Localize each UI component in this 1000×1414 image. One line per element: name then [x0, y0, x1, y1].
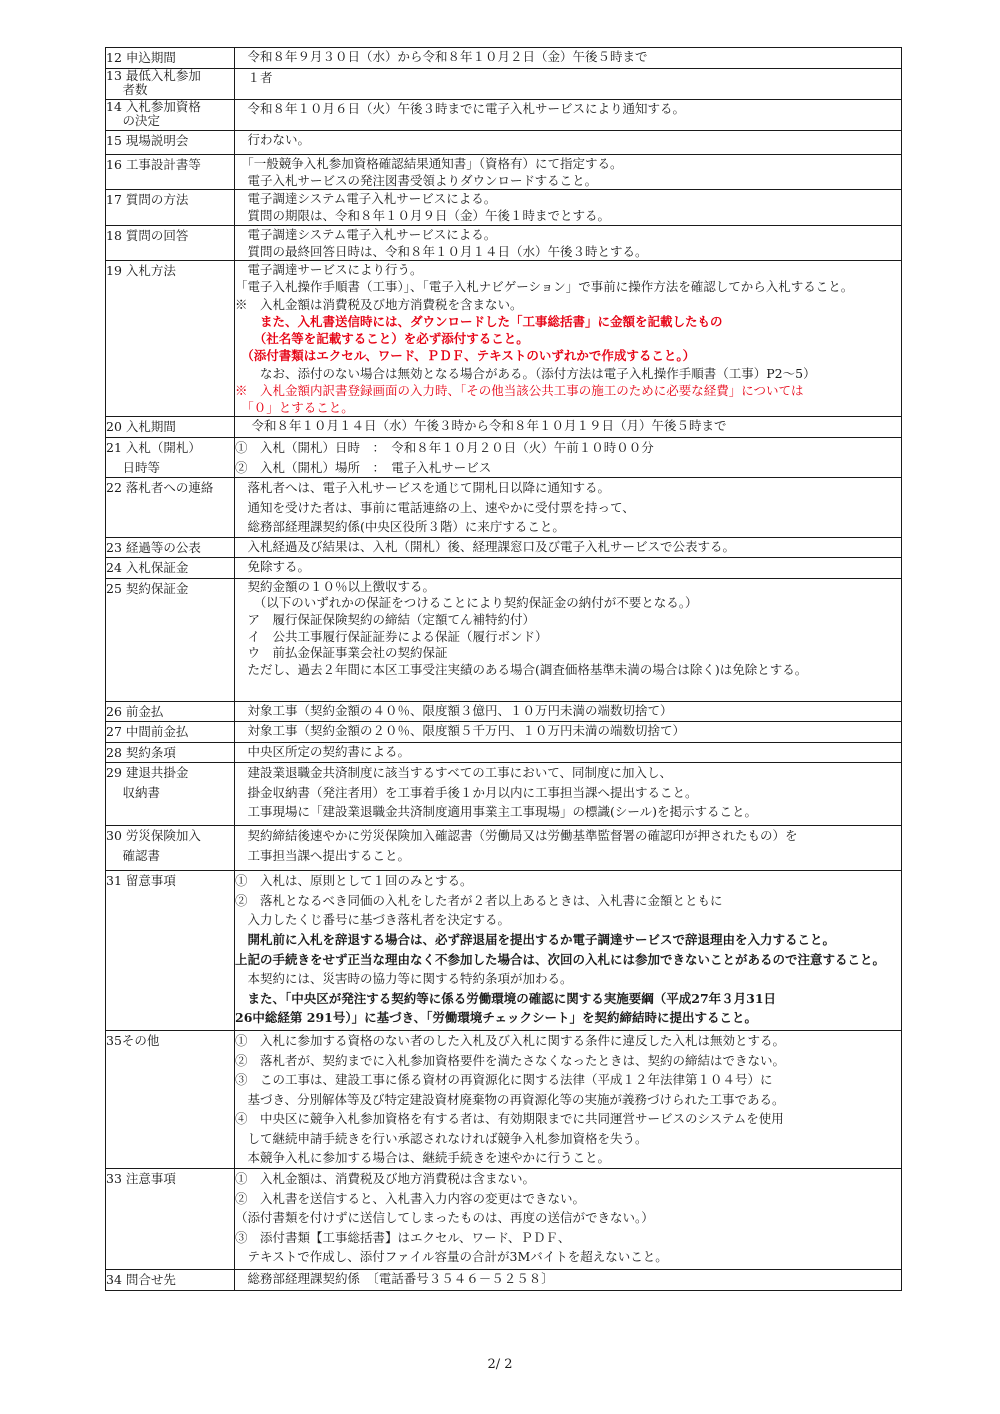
table-row: [106, 722, 902, 743]
row-value-line: 令和８年１０月６日（火）午後３時までに電子入札サービスにより通知する。: [235, 100, 686, 116]
row-value-line: （添付書類はエクセル、ワード、ＰＤＦ、テキストのいずれかで作成すること。）: [235, 348, 696, 364]
row-label: [106, 537, 235, 558]
table-row: [106, 154, 902, 190]
row-value-line: ※ 入札金額は消費税及び地方消費税を含まない。: [235, 296, 523, 312]
row-value: [235, 1270, 902, 1291]
row-value-line: 対象工事（契約金額の４０％、限度額３億円、１０万円未満の端数切捨て）: [235, 702, 673, 718]
page-number: 2/ 2: [487, 1357, 513, 1372]
table-row: [106, 68, 902, 99]
row-value-line: 令和８年９月３０日（水）から令和８年１０月２日（金）午後５時まで: [235, 49, 648, 64]
table-row: [106, 1169, 902, 1270]
row-label-line: 確認書: [106, 847, 160, 863]
row-value-line: 「一般競争入札参加資格確認結果通知書」（資格有）にて指定する。: [235, 155, 623, 171]
row-value-line: 落札者へは、電子入札サービスを通じて開札日以降に通知する。: [235, 480, 611, 496]
row-value-line: 本競争入札に参加する場合は、継続手続きを速やかに行うこと。: [235, 1150, 611, 1166]
row-value-line: 「電子入札操作手順書（工事）」、「電子入札ナビゲーション」で事前に操作方法を確認してから入札すること。: [235, 279, 854, 295]
row-value-line: ③ この工事は、建設工事に係る資材の再資源化に関する法律（平成１２年法律第１０４号）に: [235, 1072, 773, 1088]
row-value: [235, 826, 902, 871]
table-row: [106, 48, 902, 69]
row-value: [235, 130, 902, 154]
row-label-line: 25 契約保証金: [106, 580, 189, 596]
row-label-line: 21 入札（開札）: [106, 440, 201, 456]
row-label-line: 29 建退共掛金: [106, 765, 189, 781]
row-value-line: 本契約には、災害時の協力等に関する特約条項が加わる。: [235, 971, 573, 987]
row-label-line: 24 入札保証金: [106, 560, 189, 576]
row-value: [235, 478, 902, 538]
row-label: [106, 701, 235, 722]
row-value: [235, 558, 902, 579]
row-value-line: ウ 前払金保証事業会社の契約保証: [235, 645, 448, 661]
row-value-line: 総務部経理課契約係(中央区役所３階）に来庁すること。: [235, 519, 565, 535]
row-value-line: 建設業退職金共済制度に該当するすべての工事において、同制度に加入し、: [235, 765, 673, 781]
row-value: [235, 48, 902, 69]
row-label-line: 20 入札期間: [106, 419, 176, 435]
row-label: [106, 154, 235, 190]
row-value: [235, 417, 902, 438]
row-value-line: １者: [235, 69, 273, 85]
row-value-line: 「０」とすること。: [235, 399, 354, 415]
row-label: [106, 225, 235, 261]
row-label: [106, 826, 235, 871]
row-value-line: 電子調達システム電子入札サービスによる。: [235, 191, 497, 207]
row-value-line: ③ 添付書類【工事総括書】はエクセル、ワード、ＰＤＦ、: [235, 1229, 571, 1245]
row-value: [235, 722, 902, 743]
table-row: [106, 478, 902, 538]
row-value-line: ア 履行保証保険契約の締結（定額てん補特約付）: [235, 611, 536, 627]
row-label-line: 22 落札者への連絡: [106, 480, 214, 496]
row-label: [106, 578, 235, 701]
row-label: [106, 130, 235, 154]
row-value-line: ④ 中央区に競争入札参加資格を有する者は、有効期限までに共同運営サービスのシステムを使用: [235, 1111, 784, 1127]
row-label: [106, 742, 235, 763]
row-value-line: 契約金額の１０％以上徴収する。: [235, 578, 436, 594]
row-label-line: 13 最低入札参加: [106, 67, 201, 83]
row-value: [235, 537, 902, 558]
row-label-line: 30 労災保険加入: [106, 828, 201, 844]
row-value: [235, 438, 902, 478]
table-row: [106, 537, 902, 558]
row-label-line: 26 前金払: [106, 703, 164, 719]
row-value-line: 電子入札サービスの発注図書受領よりダウンロードすること。: [235, 172, 598, 188]
row-value-line: また、「中央区が発注する契約等に係る労働環境の確認に関する実施要綱（平成27年３月31日: [235, 990, 777, 1006]
table-row: [106, 871, 902, 1031]
row-value: [235, 578, 902, 701]
row-value: [235, 763, 902, 826]
row-value-line: 令和８年１０月１４日（水）午後３時から令和８年１０月１９日（月）午後５時まで: [235, 418, 727, 434]
row-value-line: ② 落札者が、契約までに入札参加資格要件を満たさなくなったときは、契約の締結はできない。: [235, 1052, 786, 1068]
row-value-line: テキストで作成し、添付ファイル容量の合計が3Mバイトを超えないこと。: [235, 1249, 668, 1265]
table-row: [106, 558, 902, 579]
row-value-line: 工事現場に「建設業退職金共済制度適用事業主工事現場」の標識(シール)を掲示すること。: [235, 804, 758, 820]
table-row: [106, 417, 902, 438]
row-value: [235, 99, 902, 130]
row-label: [106, 48, 235, 69]
table-row: [106, 225, 902, 261]
row-label-line: 17 質問の方法: [106, 192, 189, 208]
table-row: [106, 1031, 902, 1169]
row-label-line: 28 契約条項: [106, 744, 176, 760]
row-label: [106, 871, 235, 1031]
conditions-table: [105, 47, 902, 1291]
table-row: [106, 826, 902, 871]
row-value: [235, 742, 902, 763]
row-value: [235, 701, 902, 722]
table-row: [106, 742, 902, 763]
row-label-line: 31 留意事項: [106, 873, 176, 889]
row-value: [235, 261, 902, 417]
row-value-line: 質問の最終回答日時は、令和８年１０月１４日（水）午後３時とする。: [235, 243, 648, 259]
row-value-line: ① 入札（開札）日時 ： 令和８年１０月２０日（火）午前１０時００分: [235, 440, 654, 456]
row-label-line: 33 注意事項: [106, 1171, 176, 1187]
row-value-line: ① 入札は、原則として１回のみとする。: [235, 873, 473, 889]
row-label-line: 16 工事設計書等: [106, 156, 201, 172]
table-row: [106, 190, 902, 226]
row-value-line: 基づき、分別解体等及び特定建設資材廃棄物の再資源化等の実施が義務づけられた工事である。: [235, 1091, 785, 1107]
row-value-line: ② 入札書を送信すると、入札書入力内容の変更はできない。: [235, 1190, 586, 1206]
row-value-line: ② 入札（開札）場所 ： 電子入札サービス: [235, 459, 492, 475]
row-label-line: 日時等: [106, 459, 160, 475]
row-value-line: （添付書類を付けずに送信してしまったものは、再度の送信ができない。）: [235, 1210, 654, 1226]
row-label-line: 18 質問の回答: [106, 227, 189, 243]
row-value-line: ② 落札となるべき同価の入札をした者が２者以上あるときは、入札書に金額とともに: [235, 892, 723, 908]
row-label-line: 14 入札参加資格: [106, 98, 201, 114]
row-value-line: イ 公共工事履行保証証券による保証（履行ボンド）: [235, 628, 548, 644]
row-label: [106, 99, 235, 130]
row-value-line: また、入札書送信時には、ダウンロードした「工事総括書」に金額を記載したもの: [235, 313, 723, 329]
table-row: [106, 1270, 902, 1291]
row-label: [106, 190, 235, 226]
row-label-line: 12 申込期間: [106, 50, 176, 65]
row-value-line: 質問の期限は、令和８年１０月９日（金）午後１時までとする。: [235, 208, 611, 224]
row-value-line: 中央区所定の契約書による。: [235, 743, 411, 759]
row-value: [235, 154, 902, 190]
row-value-line: 入力したくじ番号に基づき落札者を決定する。: [235, 912, 511, 928]
row-value-line: ① 入札金額は、消費税及び地方消費税は含まない。: [235, 1171, 536, 1187]
row-label: [106, 1169, 235, 1270]
row-value-line: 契約締結後速やかに労災保険加入確認書（労働局又は労働基準監督署の確認印が押されたもの）を: [235, 828, 798, 844]
row-label: [106, 1270, 235, 1291]
row-value: [235, 225, 902, 261]
row-value-line: 対象工事（契約金額の２０％、限度額５千万円、１０万円未満の端数切捨て）: [235, 723, 686, 739]
row-value-line: 電子調達システム電子入札サービスによる。: [235, 226, 497, 242]
table-row: [106, 763, 902, 826]
row-value: [235, 871, 902, 1031]
row-label-line: 23 経過等の公表: [106, 539, 201, 555]
row-label: [106, 478, 235, 538]
row-value-line: （社名等を記載すること）を必ず添付すること。: [235, 331, 529, 347]
table-row: [106, 130, 902, 154]
table-row: [106, 701, 902, 722]
row-value-line: 電子調達サービスにより行う。: [235, 262, 423, 278]
table-row: [106, 261, 902, 417]
row-value: [235, 1169, 902, 1270]
row-value-line: 工事担当課へ提出すること。: [235, 847, 411, 863]
row-value-line: ① 入札に参加する資格のない者のした入札及び入札に関する条件に違反した入札は無効とする。: [235, 1033, 786, 1049]
row-value-line: ただし、過去２年間に本区工事受注実績のある場合(調査価格基準未満の場合は除く)は免除とする。: [235, 661, 808, 677]
row-label: [106, 1031, 235, 1169]
row-label: [106, 722, 235, 743]
row-value-line: 行わない。: [235, 131, 311, 147]
row-value-line: 入札経過及び結果は、入札（開札）後、経理課窓口及び電子入札サービスで公表する。: [235, 538, 736, 554]
row-value-line: 開札前に入札を辞退する場合は、必ず辞退届を提出するか電子調達サービスで辞退理由を入力すること。: [235, 932, 836, 948]
row-label-line: 収納書: [106, 784, 160, 800]
row-label: [106, 558, 235, 579]
row-value-line: して継続申請手続きを行い承認されなければ競争入札参加資格を失う。: [235, 1130, 648, 1146]
row-value-line: 通知を受けた者は、事前に電話連絡の上、速やかに受付票を持って、: [235, 499, 635, 515]
table-row: [106, 578, 902, 701]
row-value-line: 掛金収納書（発注者用）を工事着手後１か月以内に工事担当課へ提出すること。: [235, 784, 698, 800]
row-label-line: 者数: [106, 81, 148, 97]
row-label-line: の決定: [106, 112, 160, 128]
row-label-line: 34 問合せ先: [106, 1272, 176, 1288]
row-label: [106, 763, 235, 826]
row-value-line: （以下のいずれかの保証をつけることにより契約保証金の納付が不要となる。）: [235, 595, 698, 611]
row-value-line: 上記の手続きをせず正当な理由なく不参加した場合は、次回の入札には参加できないことがあるので注意すること。: [235, 951, 886, 967]
row-value-line: 免除する。: [235, 559, 311, 575]
row-label-line: 35その他: [106, 1033, 160, 1049]
row-value-line: なお、添付のない場合は無効となる場合がある。（添付方法は電子入札操作手順書（工事）P2～5）: [235, 365, 816, 381]
row-label-line: 15 現場説明会: [106, 132, 189, 148]
row-value: [235, 68, 902, 99]
table-row: [106, 438, 902, 478]
row-value: [235, 1031, 902, 1169]
row-label: [106, 438, 235, 478]
conditions-table-body: [106, 48, 902, 1291]
row-value-line: ※ 入札金額内訳書登録画面の入力時、「その他当該公共工事の施工のために必要な経費」については: [235, 382, 804, 398]
row-label-line: 27 中間前金払: [106, 724, 189, 740]
row-label: [106, 68, 235, 99]
row-label: [106, 261, 235, 417]
table-row: [106, 99, 902, 130]
row-label: [106, 417, 235, 438]
row-label-line: 19 入札方法: [106, 263, 176, 279]
row-value-line: 26中総経第 291号）」に基づき、「労働環境チェックシート」を契約締結時に提出すること。: [235, 1010, 757, 1026]
row-value: [235, 190, 902, 226]
row-value-line: 総務部経理課契約係 〔電話番号３５４６－５２５８〕: [235, 1271, 554, 1287]
